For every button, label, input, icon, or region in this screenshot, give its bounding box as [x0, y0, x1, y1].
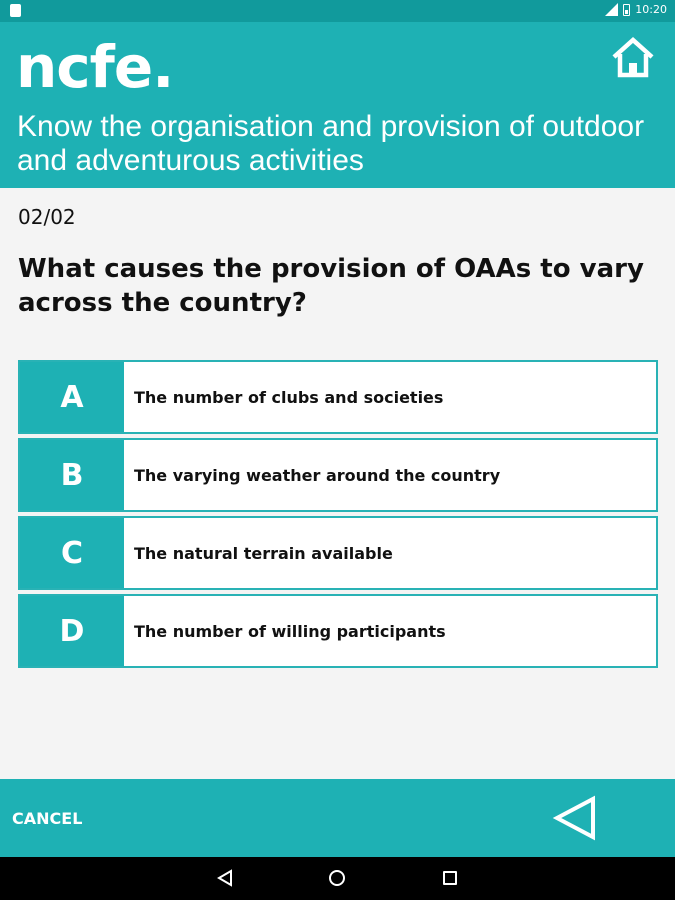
answer-option-c[interactable] [18, 516, 658, 590]
answer-letter: A [20, 362, 124, 432]
status-bar [0, 0, 675, 22]
ncfe-logo: ncfe. [16, 33, 174, 101]
nav-home-icon[interactable] [328, 869, 346, 887]
answer-text: The number of willing participants [134, 621, 446, 641]
answer-list [18, 360, 658, 672]
answer-option-a[interactable] [18, 360, 658, 434]
header [0, 22, 675, 188]
question-counter: 02/02 [18, 205, 76, 229]
nav-recents-icon[interactable] [443, 871, 457, 885]
answer-option-b[interactable] [18, 438, 658, 512]
answer-letter: D [20, 596, 124, 666]
status-icons [605, 3, 667, 16]
answer-option-d[interactable] [18, 594, 658, 668]
answer-letter: C [20, 518, 124, 588]
sim-card-icon [10, 4, 21, 17]
back-triangle-icon[interactable] [552, 795, 598, 841]
question-text: What causes the provision of OAAs to vary across the country? [18, 254, 644, 318]
answer-text: The natural terrain available [134, 543, 393, 563]
signal-icon [605, 3, 618, 16]
nav-back-icon[interactable] [216, 869, 234, 887]
status-time: 10:20 [635, 3, 667, 16]
footer-bar [0, 779, 675, 857]
answer-text: The number of clubs and societies [134, 387, 444, 407]
cancel-button[interactable]: CANCEL [12, 809, 83, 828]
home-icon[interactable] [609, 35, 657, 79]
answer-letter: B [20, 440, 124, 510]
battery-icon [623, 4, 630, 16]
android-nav-bar [0, 857, 675, 900]
page-subtitle: Know the organisation and provision of outdoor and adventurous activities [17, 110, 645, 177]
answer-text: The varying weather around the country [134, 465, 501, 485]
